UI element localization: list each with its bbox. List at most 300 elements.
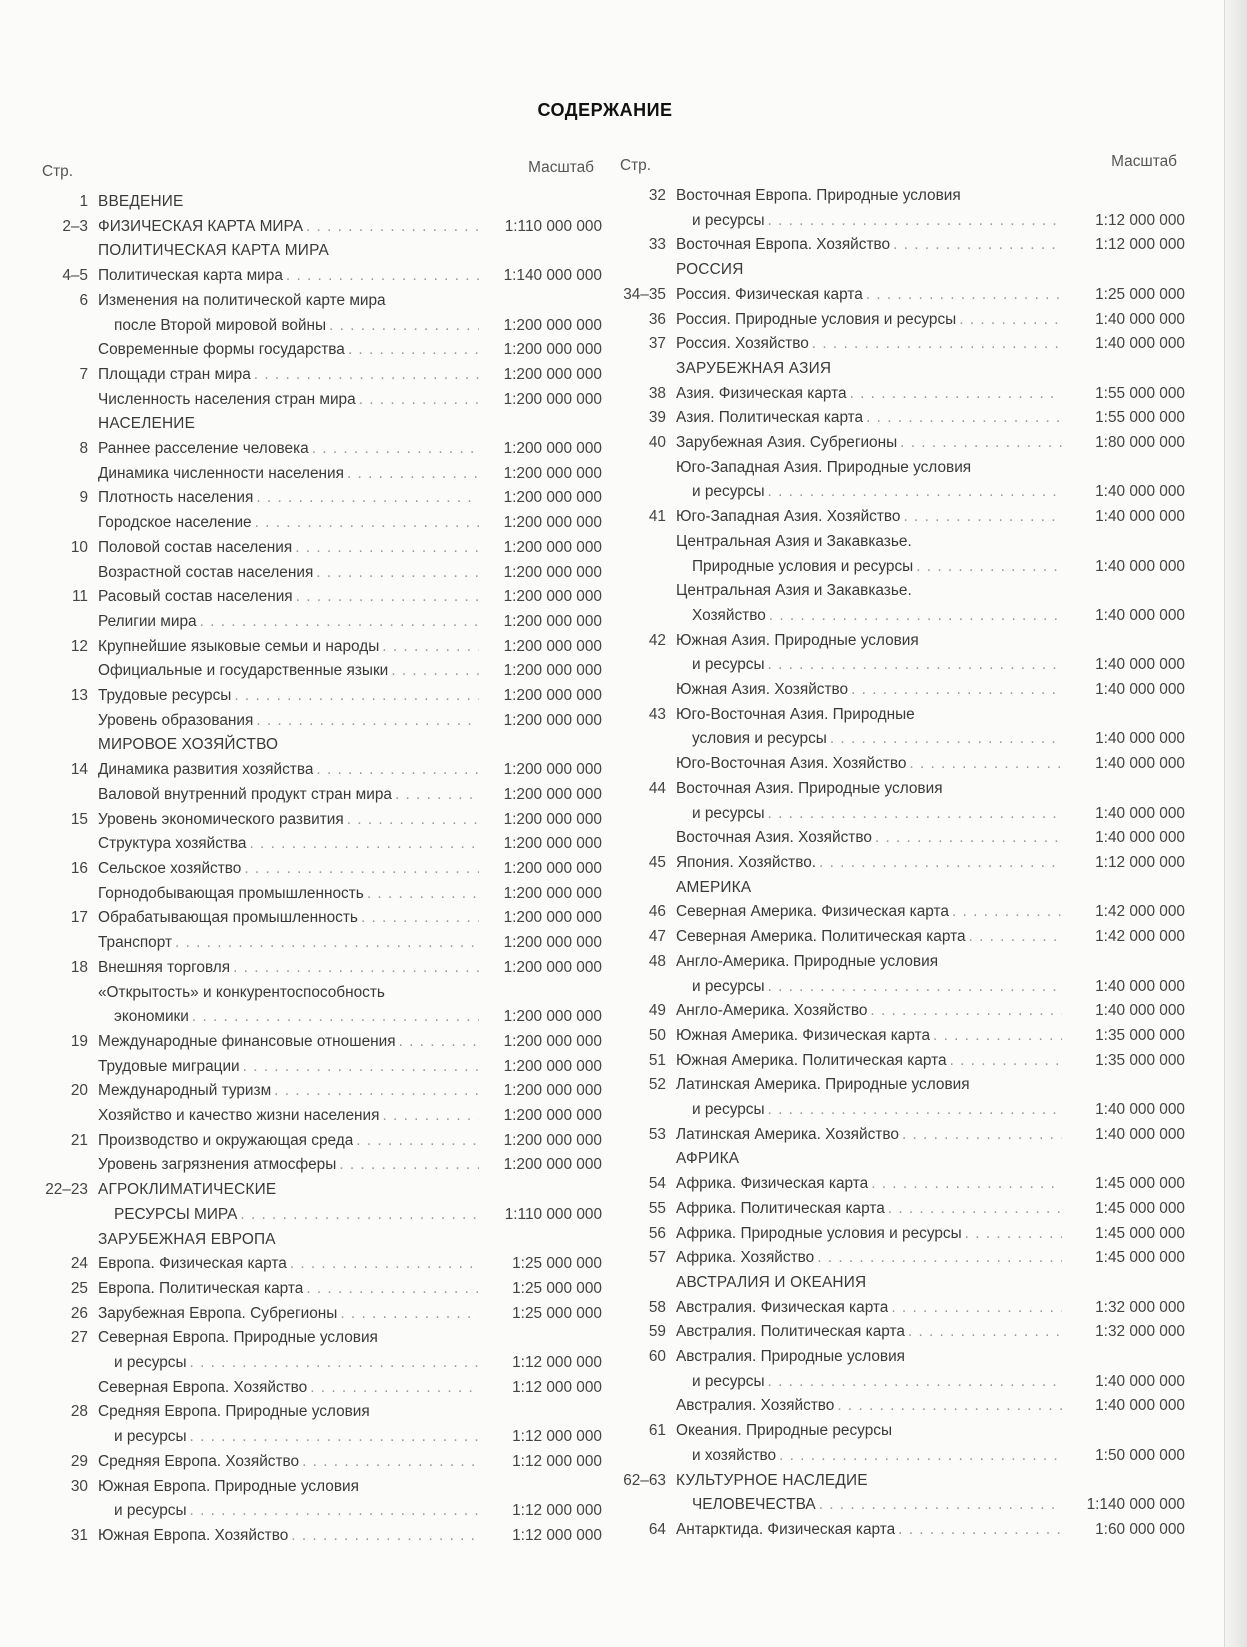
toc-entry-title: Обрабатывающая промышленность xyxy=(98,909,358,927)
dot-leader xyxy=(312,437,479,462)
toc-entry xyxy=(42,1425,602,1450)
toc-entry xyxy=(620,209,1185,234)
dot-leader xyxy=(240,1203,479,1228)
toc-entry-title: ЧЕЛОВЕЧЕСТВА xyxy=(692,1496,816,1514)
toc-entry xyxy=(620,1320,1185,1345)
toc-page-number: 30 xyxy=(70,1477,88,1495)
toc-entry-title: и ресурсы xyxy=(114,1354,187,1372)
toc-map-scale: 1:12 000 000 xyxy=(512,1526,602,1544)
toc-page-number: 38 xyxy=(648,384,666,402)
dot-leader xyxy=(875,826,1062,851)
toc-map-scale: 1:200 000 000 xyxy=(503,514,602,532)
dot-leader xyxy=(359,388,479,413)
toc-entry-title: Возрастной состав населения xyxy=(98,563,314,581)
toc-entry-title: Средняя Европа. Природные условия xyxy=(98,1403,370,1421)
toc-page-number: 49 xyxy=(648,1002,666,1020)
toc-entry xyxy=(620,604,1185,629)
dot-leader xyxy=(830,727,1062,752)
toc-page-number: 12 xyxy=(70,637,88,655)
toc-entry xyxy=(620,629,1185,654)
toc-entry xyxy=(42,437,602,462)
toc-map-scale: 1:200 000 000 xyxy=(503,1131,602,1149)
toc-entry xyxy=(620,925,1185,950)
toc-map-scale: 1:200 000 000 xyxy=(503,341,602,359)
toc-entry xyxy=(42,1277,602,1302)
toc-page-number: 1 xyxy=(79,193,88,210)
toc-entry-title: ЗАРУБЕЖНАЯ ЕВРОПА xyxy=(98,1230,276,1248)
dot-leader xyxy=(200,610,479,635)
toc-entry-title: Хозяйство и качество жизни населения xyxy=(98,1107,380,1125)
toc-page-number: 6 xyxy=(79,291,88,309)
dot-leader xyxy=(395,783,479,808)
dot-leader xyxy=(812,332,1062,357)
column-header xyxy=(620,154,1185,184)
dot-leader xyxy=(256,709,479,734)
dot-leader xyxy=(233,956,479,981)
toc-page-number: 14 xyxy=(70,761,88,779)
toc-entry xyxy=(42,314,602,339)
toc-entry xyxy=(620,480,1185,505)
toc-map-scale: 1:40 000 000 xyxy=(1095,755,1185,773)
toc-entry-title: Юго-Западная Азия. Хозяйство xyxy=(676,508,901,526)
toc-map-scale: 1:42 000 000 xyxy=(1095,928,1185,946)
toc-entry-title: Европа. Политическая карта xyxy=(98,1279,304,1297)
toc-entry-title: и ресурсы xyxy=(692,1101,765,1119)
toc-section-heading xyxy=(42,1228,602,1253)
toc-map-scale: 1:140 000 000 xyxy=(503,267,602,285)
toc-entry xyxy=(620,579,1185,604)
toc-page-number: 26 xyxy=(70,1304,88,1322)
toc-entry xyxy=(42,1400,602,1425)
toc-page-number: 19 xyxy=(70,1032,88,1050)
toc-entry xyxy=(42,388,602,413)
toc-page-number: 37 xyxy=(648,335,666,353)
toc-entry-title: Зарубежная Азия. Субрегионы xyxy=(676,434,898,452)
toc-page-number: 55 xyxy=(648,1199,666,1217)
toc-map-scale: 1:200 000 000 xyxy=(503,884,602,902)
toc-entry xyxy=(42,808,602,833)
toc-entry xyxy=(42,931,602,956)
toc-section-heading xyxy=(620,876,1185,901)
toc-map-scale: 1:200 000 000 xyxy=(503,934,602,952)
toc-entry-title: условия и ресурсы xyxy=(692,730,827,748)
toc-entry-title: Трудовые ресурсы xyxy=(98,687,232,705)
toc-entry-title: Валовой внутренний продукт стран мира xyxy=(98,785,392,803)
toc-entry xyxy=(620,975,1185,1000)
toc-page-number: 61 xyxy=(648,1422,666,1440)
toc-map-scale: 1:40 000 000 xyxy=(1095,557,1185,575)
dot-leader xyxy=(244,857,479,882)
toc-entry-title: Африка. Физическая карта xyxy=(676,1175,869,1193)
toc-entry xyxy=(620,950,1185,975)
toc-entry xyxy=(620,1493,1185,1518)
dot-leader xyxy=(870,999,1062,1024)
toc-entry-title: Международный туризм xyxy=(98,1082,272,1100)
toc-map-scale: 1:200 000 000 xyxy=(503,958,602,976)
dot-leader xyxy=(190,1351,479,1376)
toc-page-number: 59 xyxy=(648,1323,666,1341)
toc-page-number: 11 xyxy=(72,588,88,606)
dot-leader xyxy=(316,561,479,586)
toc-entry-title: Динамика развития хозяйства xyxy=(98,761,314,779)
toc-entry xyxy=(620,653,1185,678)
toc-entry-title: ПОЛИТИЧЕСКАЯ КАРТА МИРА xyxy=(98,242,329,260)
toc-entry xyxy=(620,802,1185,827)
toc-page-number: 17 xyxy=(70,909,88,927)
toc-map-scale: 1:200 000 000 xyxy=(503,810,602,828)
toc-entry xyxy=(620,283,1185,308)
toc-entry-title: Южная Европа. Хозяйство xyxy=(98,1526,289,1544)
toc-entry xyxy=(42,1351,602,1376)
toc-map-scale: 1:32 000 000 xyxy=(1095,1323,1185,1341)
toc-map-scale: 1:45 000 000 xyxy=(1095,1249,1185,1267)
dot-leader xyxy=(329,314,479,339)
scale-column-label: Масштаб xyxy=(1111,153,1177,170)
toc-map-scale: 1:45 000 000 xyxy=(1095,1199,1185,1217)
toc-entry-title: РЕСУРСЫ МИРА xyxy=(114,1205,238,1223)
toc-map-scale: 1:200 000 000 xyxy=(503,859,602,877)
toc-page-number: 36 xyxy=(648,310,666,328)
toc-entry-title: Уровень образования xyxy=(98,711,254,729)
toc-entry-title: Африка. Природные условия и ресурсы xyxy=(676,1224,962,1242)
toc-entry-title: Англо-Америка. Хозяйство xyxy=(676,1002,868,1020)
toc-entry-title: Уровень экономического развития xyxy=(98,810,344,828)
toc-entry xyxy=(620,505,1185,530)
toc-page-number: 34–35 xyxy=(623,285,666,303)
toc-entry xyxy=(620,678,1185,703)
toc-entry-title: Северная Америка. Физическая карта xyxy=(676,903,949,921)
toc-entry-title: и ресурсы xyxy=(692,977,765,995)
toc-map-scale: 1:25 000 000 xyxy=(512,1279,602,1297)
toc-entry-title: Восточная Европа. Хозяйство xyxy=(676,236,891,254)
dot-leader xyxy=(866,283,1062,308)
toc-entry-title: Внешняя торговля xyxy=(98,958,231,976)
dot-leader xyxy=(254,363,479,388)
toc-map-scale: 1:35 000 000 xyxy=(1095,1026,1185,1044)
page-title: СОДЕРЖАНИЕ xyxy=(537,100,673,120)
toc-entry xyxy=(620,530,1185,555)
toc-entry xyxy=(42,1450,602,1475)
toc-entry-title: Изменения на политической карте мира xyxy=(98,291,386,309)
toc-page-number: 20 xyxy=(70,1082,88,1100)
toc-entry-title: Численность населения стран мира xyxy=(98,390,356,408)
toc-entry-title: Центральная Азия и Закавказье. xyxy=(676,582,912,600)
dot-leader xyxy=(768,1370,1062,1395)
toc-map-scale: 1:200 000 000 xyxy=(503,909,602,927)
toc-map-scale: 1:40 000 000 xyxy=(1095,606,1185,624)
dot-leader xyxy=(893,233,1062,258)
dot-leader xyxy=(908,1320,1062,1345)
toc-entry xyxy=(620,752,1185,777)
toc-entry xyxy=(42,215,602,240)
toc-entry-title: АГРОКЛИМАТИЧЕСКИЕ xyxy=(98,1181,277,1199)
toc-map-scale: 1:45 000 000 xyxy=(1095,1224,1185,1242)
dot-leader xyxy=(310,1376,479,1401)
toc-entry xyxy=(42,1055,602,1080)
toc-map-scale: 1:40 000 000 xyxy=(1095,1125,1185,1143)
toc-entry xyxy=(620,1123,1185,1148)
toc-map-scale: 1:200 000 000 xyxy=(503,761,602,779)
dot-leader xyxy=(819,1493,1062,1518)
toc-entry-title: Австралия. Физическая карта xyxy=(676,1298,889,1316)
toc-entry-title: Религии мира xyxy=(98,612,197,630)
toc-entry-title: Площади стран мира xyxy=(98,365,251,383)
toc-section-heading xyxy=(42,190,602,215)
dot-leader xyxy=(965,1222,1062,1247)
toc-page-number: 4–5 xyxy=(62,267,88,285)
toc-map-scale: 1:60 000 000 xyxy=(1095,1520,1185,1538)
toc-entry xyxy=(620,1197,1185,1222)
toc-entry xyxy=(620,1444,1185,1469)
toc-page-number: 33 xyxy=(648,236,666,254)
toc-entry-title: Северная Европа. Природные условия xyxy=(98,1329,378,1347)
dot-leader xyxy=(871,1172,1062,1197)
toc-entry xyxy=(42,338,602,363)
dot-leader xyxy=(891,1296,1062,1321)
toc-entry xyxy=(42,1203,602,1228)
toc-entry xyxy=(42,1499,602,1524)
toc-page-number: 24 xyxy=(70,1255,88,1273)
toc-entry xyxy=(620,1246,1185,1271)
toc-entry xyxy=(620,999,1185,1024)
toc-entry-title: Латинская Америка. Хозяйство xyxy=(676,1125,899,1143)
toc-entry xyxy=(620,727,1185,752)
toc-entry xyxy=(42,264,602,289)
dot-leader xyxy=(291,1524,479,1549)
toc-map-scale: 1:40 000 000 xyxy=(1095,681,1185,699)
toc-entry xyxy=(42,1030,602,1055)
toc-page-number: 44 xyxy=(648,779,666,797)
dot-leader xyxy=(340,1302,479,1327)
toc-map-scale: 1:200 000 000 xyxy=(503,612,602,630)
toc-page-number: 29 xyxy=(70,1452,88,1470)
toc-map-scale: 1:200 000 000 xyxy=(503,687,602,705)
toc-page-number: 16 xyxy=(70,859,88,877)
toc-entry-title: Россия. Природные условия и ресурсы xyxy=(676,310,957,328)
dot-leader xyxy=(243,1055,479,1080)
dot-leader xyxy=(234,684,479,709)
toc-map-scale: 1:200 000 000 xyxy=(503,711,602,729)
toc-map-scale: 1:12 000 000 xyxy=(512,1378,602,1396)
toc-entry-title: Азия. Физическая карта xyxy=(676,384,847,402)
toc-entry xyxy=(42,561,602,586)
toc-entry xyxy=(42,536,602,561)
toc-map-scale: 1:200 000 000 xyxy=(503,588,602,606)
toc-entry-title: Международные финансовые отношения xyxy=(98,1032,396,1050)
dot-leader xyxy=(190,1499,479,1524)
toc-page-number: 9 xyxy=(79,489,88,507)
toc-entry-title: Юго-Восточная Азия. Природные xyxy=(676,705,915,723)
toc-map-scale: 1:25 000 000 xyxy=(1095,285,1185,303)
toc-map-scale: 1:55 000 000 xyxy=(1095,409,1185,427)
toc-entry-title: Англо-Америка. Природные условия xyxy=(676,952,939,970)
toc-entry xyxy=(42,1376,602,1401)
toc-entry-title: ЗАРУБЕЖНАЯ АЗИЯ xyxy=(676,359,832,377)
toc-entry xyxy=(620,431,1185,456)
toc-page-number: 64 xyxy=(648,1520,666,1538)
page-edge-shadow xyxy=(1224,0,1247,1647)
toc-entry-title: Южная Европа. Природные условия xyxy=(98,1477,359,1495)
toc-map-scale: 1:200 000 000 xyxy=(503,390,602,408)
toc-map-scale: 1:40 000 000 xyxy=(1095,1101,1185,1119)
toc-map-scale: 1:200 000 000 xyxy=(503,365,602,383)
dot-leader xyxy=(382,1104,479,1129)
toc-page-number: 27 xyxy=(70,1329,88,1347)
toc-entry xyxy=(620,1098,1185,1123)
toc-map-scale: 1:200 000 000 xyxy=(503,1057,602,1075)
dot-leader xyxy=(290,1252,479,1277)
toc-section-heading xyxy=(42,733,602,758)
toc-map-scale: 1:200 000 000 xyxy=(503,637,602,655)
toc-entry-title: Динамика численности населения xyxy=(98,464,344,482)
toc-entry-title: Северная Европа. Хозяйство xyxy=(98,1378,308,1396)
toc-page-number: 39 xyxy=(648,409,666,427)
toc-map-scale: 1:32 000 000 xyxy=(1095,1298,1185,1316)
dot-leader xyxy=(904,505,1063,530)
toc-entry-title: Природные условия и ресурсы xyxy=(692,557,914,575)
toc-entry xyxy=(42,906,602,931)
toc-section-heading xyxy=(620,1271,1185,1296)
toc-entry xyxy=(42,659,602,684)
dot-leader xyxy=(192,1005,479,1030)
toc-entry-title: Городское население xyxy=(98,514,252,532)
toc-entry xyxy=(42,610,602,635)
dot-leader xyxy=(306,215,479,240)
toc-entry xyxy=(620,184,1185,209)
toc-entry xyxy=(620,1394,1185,1419)
toc-entry xyxy=(42,709,602,734)
toc-map-scale: 1:40 000 000 xyxy=(1095,730,1185,748)
toc-entry-title: и ресурсы xyxy=(114,1428,187,1446)
toc-entry xyxy=(42,1326,602,1351)
toc-map-scale: 1:200 000 000 xyxy=(503,440,602,458)
toc-entry xyxy=(620,406,1185,431)
dot-leader xyxy=(768,480,1062,505)
toc-map-scale: 1:12 000 000 xyxy=(1095,236,1185,254)
toc-entry xyxy=(620,1222,1185,1247)
toc-entry-title: ФИЗИЧЕСКАЯ КАРТА МИРА xyxy=(98,217,303,235)
scale-column-label: Масштаб xyxy=(528,159,594,176)
toc-entry xyxy=(620,1024,1185,1049)
toc-map-scale: 1:12 000 000 xyxy=(1095,211,1185,229)
toc-entry xyxy=(620,1370,1185,1395)
toc-entry-title: Хозяйство xyxy=(692,606,766,624)
toc-entry-title: Япония. Хозяйство. xyxy=(676,853,817,871)
toc-map-scale: 1:80 000 000 xyxy=(1095,434,1185,452)
toc-section-heading xyxy=(620,357,1185,382)
toc-entry xyxy=(620,555,1185,580)
toc-map-scale: 1:55 000 000 xyxy=(1095,384,1185,402)
toc-entry-title: Плотность населения xyxy=(98,489,254,507)
toc-entry xyxy=(42,363,602,388)
toc-section-heading xyxy=(42,412,602,437)
dot-leader xyxy=(952,900,1062,925)
dot-leader xyxy=(256,486,479,511)
toc-entry-title: Австралия. Хозяйство xyxy=(676,1397,835,1415)
dot-leader xyxy=(302,1450,479,1475)
toc-entry-title: Уровень загрязнения атмосферы xyxy=(98,1156,337,1174)
toc-page-number: 54 xyxy=(648,1175,666,1193)
dot-leader xyxy=(959,308,1062,333)
toc-entry-title: и ресурсы xyxy=(692,1372,765,1390)
dot-leader xyxy=(768,802,1062,827)
toc-page-number: 58 xyxy=(648,1298,666,1316)
toc-page-number: 53 xyxy=(648,1125,666,1143)
dot-leader xyxy=(969,925,1062,950)
toc-map-scale: 1:40 000 000 xyxy=(1095,1002,1185,1020)
dot-leader xyxy=(316,758,479,783)
dot-leader xyxy=(339,1153,479,1178)
dot-leader xyxy=(255,511,479,536)
dot-leader xyxy=(902,1123,1062,1148)
toc-column-left xyxy=(42,160,602,1549)
toc-page-number: 51 xyxy=(648,1051,666,1069)
toc-entry-title: и хозяйство xyxy=(692,1446,777,1464)
toc-entry xyxy=(620,233,1185,258)
toc-page-number: 46 xyxy=(648,903,666,921)
toc-entry-title: и ресурсы xyxy=(692,804,765,822)
toc-page-number: 40 xyxy=(648,434,666,452)
toc-entry xyxy=(42,486,602,511)
toc-entry-title: Половой состав населения xyxy=(98,538,293,556)
toc-entry-title: КУЛЬТУРНОЕ НАСЛЕДИЕ xyxy=(676,1471,868,1489)
toc-map-scale: 1:40 000 000 xyxy=(1095,977,1185,995)
toc-map-scale: 1:200 000 000 xyxy=(503,1107,602,1125)
toc-map-scale: 1:40 000 000 xyxy=(1095,508,1185,526)
dot-leader xyxy=(837,1394,1062,1419)
toc-map-scale: 1:110 000 000 xyxy=(504,217,602,235)
toc-map-scale: 1:50 000 000 xyxy=(1095,1446,1185,1464)
toc-entry xyxy=(42,635,602,660)
toc-entry-title: АВСТРАЛИЯ И ОКЕАНИЯ xyxy=(676,1273,867,1291)
dot-leader xyxy=(274,1079,479,1104)
dot-leader xyxy=(190,1425,479,1450)
toc-entry-title: Южная Америка. Политическая карта xyxy=(676,1051,947,1069)
page-column-label: Стр. xyxy=(42,163,73,180)
toc-entry-title: Латинская Америка. Природные условия xyxy=(676,1076,970,1094)
toc-entry-title: Африка. Хозяйство xyxy=(676,1249,815,1267)
toc-map-scale: 1:12 000 000 xyxy=(512,1502,602,1520)
toc-entry-title: Северная Америка. Политическая карта xyxy=(676,928,966,946)
toc-map-scale: 1:40 000 000 xyxy=(1095,1397,1185,1415)
toc-entry xyxy=(42,289,602,314)
toc-map-scale: 1:200 000 000 xyxy=(503,1156,602,1174)
dot-leader xyxy=(900,431,1062,456)
toc-entry xyxy=(620,1518,1185,1543)
toc-entry xyxy=(42,956,602,981)
toc-map-scale: 1:12 000 000 xyxy=(512,1428,602,1446)
dot-leader xyxy=(850,382,1062,407)
toc-map-scale: 1:25 000 000 xyxy=(512,1304,602,1322)
toc-map-scale: 1:42 000 000 xyxy=(1095,903,1185,921)
toc-entry-title: «Открытость» и конкурентоспособность xyxy=(98,983,385,1001)
toc-map-scale: 1:12 000 000 xyxy=(1095,853,1185,871)
toc-entry-title: Антарктида. Физическая карта xyxy=(676,1520,896,1538)
toc-entry xyxy=(620,1073,1185,1098)
toc-entry-title: и ресурсы xyxy=(692,656,765,674)
toc-map-scale: 1:200 000 000 xyxy=(503,464,602,482)
toc-entry-title: Зарубежная Европа. Субрегионы xyxy=(98,1304,338,1322)
dot-leader xyxy=(347,462,479,487)
toc-entry xyxy=(42,783,602,808)
toc-entry-title: Расовый состав населения xyxy=(98,588,293,606)
toc-entry-title: Юго-Восточная Азия. Хозяйство xyxy=(676,755,907,773)
page-column-label: Стр. xyxy=(620,157,651,174)
toc-map-scale: 1:200 000 000 xyxy=(503,316,602,334)
dot-leader xyxy=(768,975,1062,1000)
toc-entry-title: Центральная Азия и Закавказье. xyxy=(676,532,912,550)
toc-section-heading xyxy=(620,258,1185,283)
